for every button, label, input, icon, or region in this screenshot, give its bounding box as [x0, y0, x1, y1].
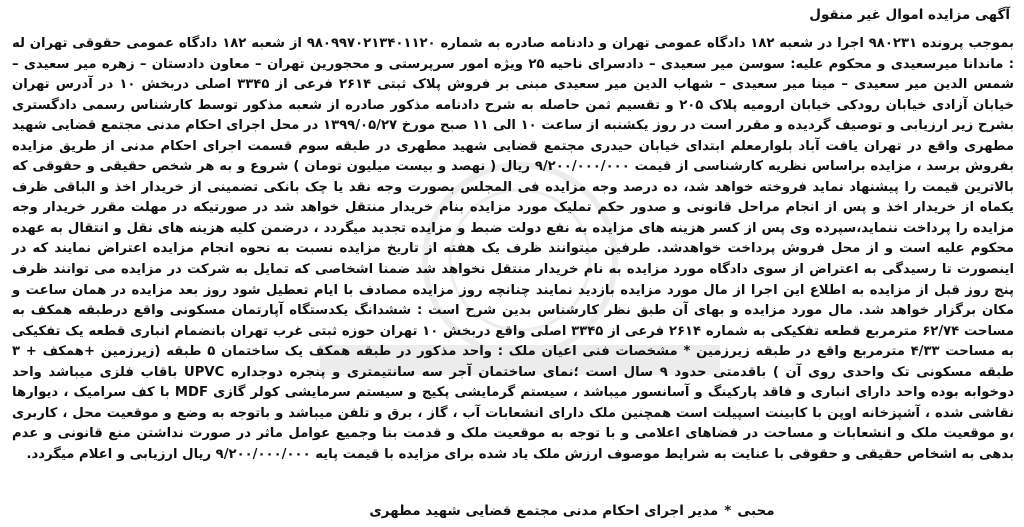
signature-separator: *	[724, 503, 732, 519]
signature-line	[0, 501, 1024, 521]
signature-title: مدیر اجرای احکام مدنی مجتمع قضایی شهید مطهری	[369, 503, 719, 519]
notice-title: آگهی مزایده اموال غیر منقول	[809, 7, 1010, 23]
notice-body: بموجب پرونده ۹۸۰۲۳۱ اجرا در شعبه ۱۸۲ دادگاه عمومی تهران و دادنامه صادره به شماره ۹۸۰۹۹۷۰۲۱۳۴۰۱۱۲۰ از شعبه ۱۸۲ دادگاه عمومی حقوقی تهران له : ماندانا میرسعیدی و محکوم علیه: سوسن میر سعیدی – دادسرای ناحیه ۲۵ ویژه امور سرپرستی و محجورین تهران – معاون دادستان – زهره میر سعیدی – شمس الدین میر سعیدی – مینا میر سعیدی – شهاب الدین میر سعیدی مبنی بر فروش پلاک ثبتی ۲۶۱۴ فرعی از ۳۳۴۵ اصلی دربخش ۱۰ در آدرس تهران خیابان آزادی خیابان رودکی خیابان ارومیه پلاک ۲۰۵ و تقسیم ثمن حاصله به شرح دادنامه مذکور صادره از شعبه مذکور توسط کارشناس رسمی دادگستری بشرح زیر ارزیابی و توصیف گردیده و مقرر است در روز یکشنبه از ساعت ۱۰ الی ۱۱ صبح مورخ ۱۳۹۹/۰۵/۲۷ در محل اجرای احکام مدنی مجتمع قضایی شهید مطهری واقع در تهران یافت آباد بلوارمعلم ابتدای خیابان حیدری مجتمع قضایی شهید مطهری در طبقه سوم قسمت اجرای احکام مدنی از طریق مزایده بفروش برسد ، مزایده براساس نظریه کارشناسی از قیمت ۹/۲۰۰/۰۰۰/۰۰۰ ریال ( نهصد و بیست میلیون تومان ) شروع و به هر شخص حقیقی و حقوقی که بالاترین قیمت را پیشنهاد نماید فروخته خواهد شد، ده درصد وجه مزایده فی المجلس بصورت وجه نقد یا چک بانکی تضمینی از خریدار اخذ و الباقی ظرف یکماه از خریدار اخذ و پس از انجام مراحل قانونی و صدور حکم تملیک مورد مزایده بنام خریدار منتقل خواهد شد در صورتیکه در مهلت مقرر خریدار وجه مزایده را پرداخت ننماید،سپرده وی پس از کسر هزینه های مزایده به نفع دولت ضبط و مزایده تجدید میگردد ، درضمن کلیه هزینه های نقل و انتقال به عهده محکوم علیه است و از محل فروش پرداخت خواهدشد. طرفین میتوانند ظرف یک هفته از تاریخ مزایده نسبت به نحوه انجام مزایده اعتراض نمایند که در اینصورت تا رسیدگی به اعتراض از سوی دادگاه مورد مزایده به نام خریدار منتقل نخواهد شد ضمنا اشخاصی که تمایل به شرکت در مزایده می توانند ظرف پنج روز قبل از مزایده به اطلاع این اجرا از مال مورد مزایده بازدید نمایند چنانچه روز مزایده مصادف با ایام تعطیل شود روز بعد مزایده در همان ساعت و مکان برگزار خواهد شد. مال مورد مزایده و بهای آن طبق نظر کارشناس بدین شرح است : ششدانگ یکدستگاه آپارتمان مسکونی واقع درطبقه همکف به مساحت ۶۲/۷۴ مترمربع قطعه تفکیکی به شماره ۲۶۱۴ فرعی از ۳۳۴۵ اصلی واقع دربخش ۱۰ تهران حوزه ثبتی غرب تهران بانضمام انباری قطعه یک تفکیکی به مساحت ۴/۳۳ مترمربع واقع در طبقه زیرزمین * مشخصات فنی اعیان ملک : واحد مذکور در طبقه همکف یک ساختمان ۵ طبقه (زیرزمین +همکف + ۳ طبقه مسکونی تک واحدی روی آن ) باقدمتی حدود ۹ سال است ؛نمای ساختمان آجر سه سانتیمتری و پنجره دوجداره UPVC باقاب فلزی میباشد واحد دوخوابه بوده واحد دارای انباری و فاقد پارکینگ و آسانسور میباشد ، سیستم گرمایشی پکیج و سیستم سرمایشی کولر گازی MDF با کف سرامیک ، دیوارها نقاشی شده ، آشپزخانه اوپن با کابینت اسپیلت است همچنین ملک دارای انشعابات آب ، گاز ، برق و تلفن میباشد و باتوجه به وضع و موقعیت محل ، کاربری ،و موقعیت ملک و انشعابات و مساحت در فضاهای اعلامی و با توجه به موقعیت ملک و قدمت بنا وجمیع عوامل ماثر در صورت نداشتن منع قانونی و عدم بدهی به اشخاص حقیقی و حقوقی با عنایت به شرایط موصوف ارزش ملک یاد شده برای مزایده با قیمت پایه ۹/۲۰۰/۰۰۰/۰۰۰ ریال ارزیابی و اعلام میگردد.	[12, 36, 1015, 462]
signature-name: محبی	[737, 503, 775, 519]
